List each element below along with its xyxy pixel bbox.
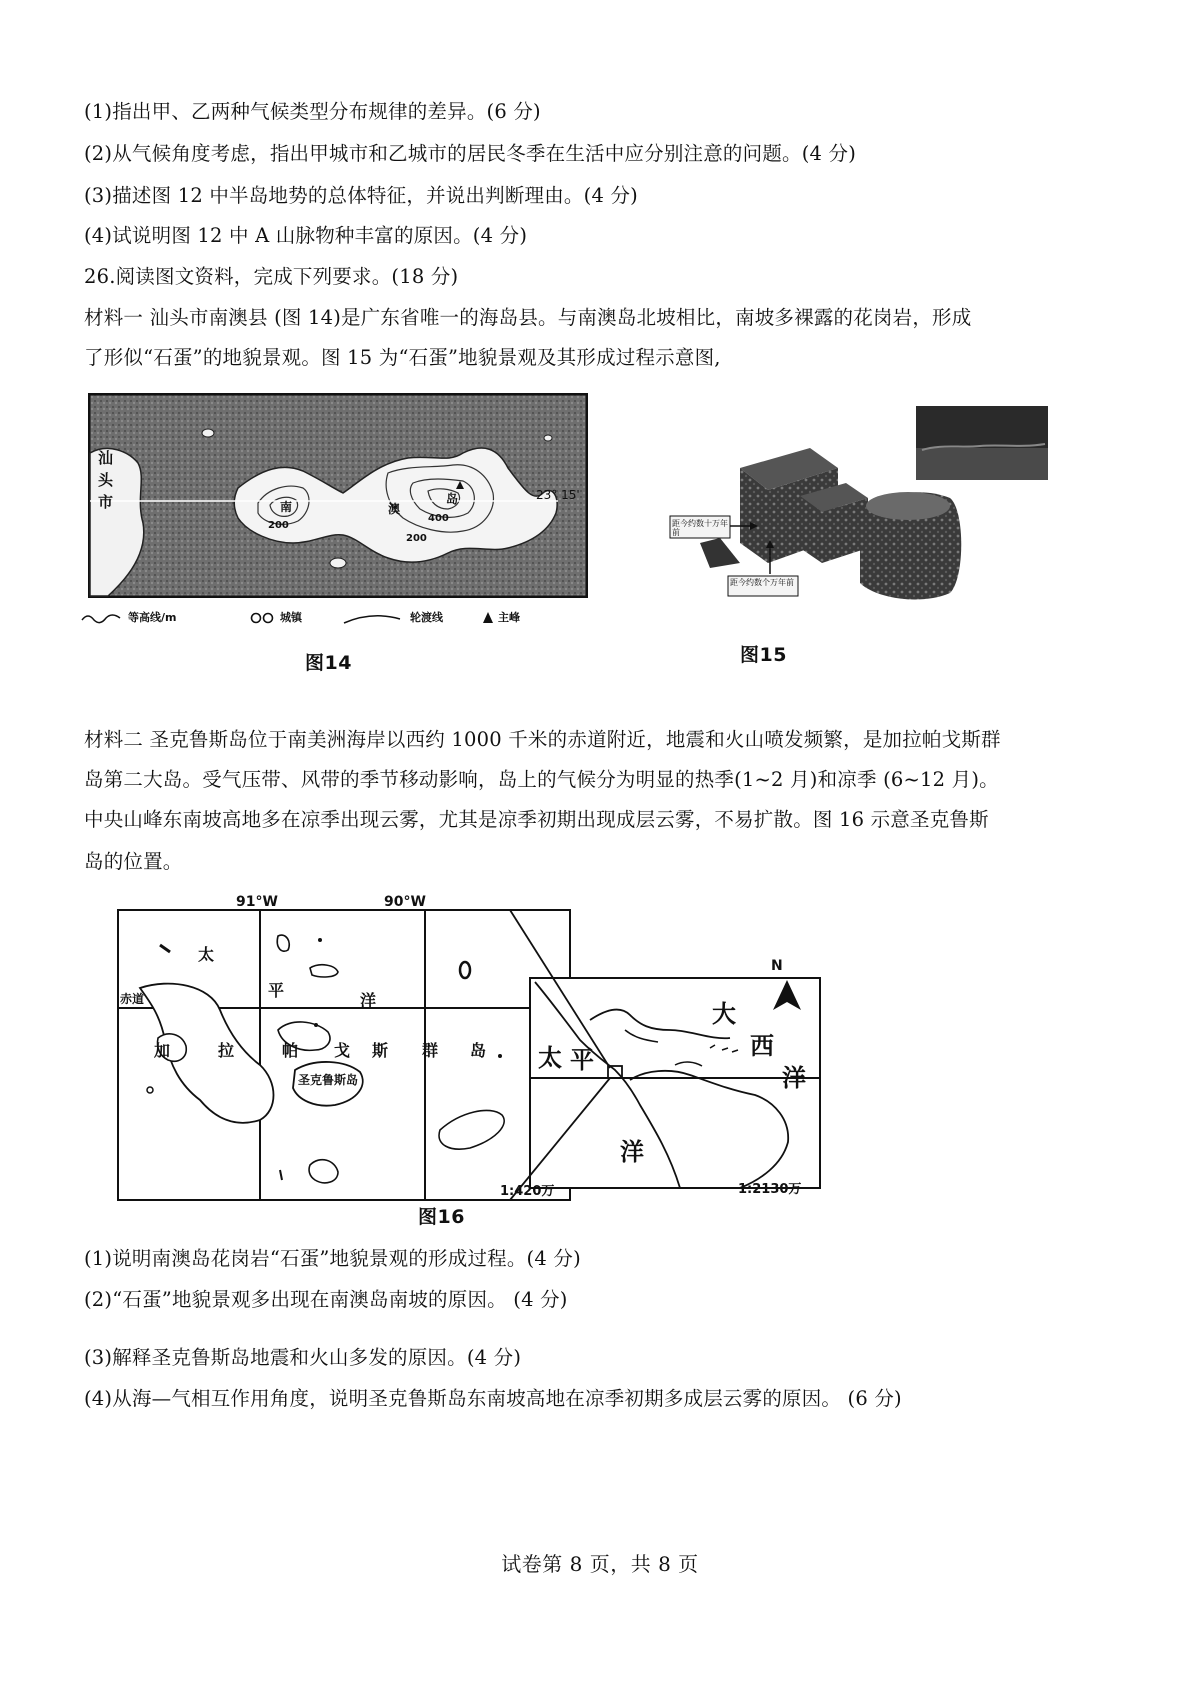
lon-90w-label: 90°W (384, 894, 426, 910)
left-label-jia: 加 (154, 1041, 171, 1060)
material-2-line-2: 岛第二大岛。受气压带、风带的季节移动影响，岛上的气候分为明显的热季(1~2 月)和凉季 (6~12 月)。 (84, 768, 999, 791)
city-label-shan: 汕 (98, 449, 114, 467)
equator-label: 赤道 (120, 992, 145, 1006)
figure-15-diagram (660, 398, 1060, 632)
inset-label-tai: 太 (538, 1044, 562, 1072)
left-label-ge: 戈 (334, 1041, 351, 1060)
question-line-4: (4)试说明图 12 中 A 山脉物种丰富的原因。(4 分) (84, 224, 528, 247)
figure-16-caption: 图16 (418, 1206, 465, 1228)
question-4: (4)从海—气相互作用角度，说明圣克鲁斯岛东南坡高地在凉季初期多成层云雾的原因。 (6 分) (84, 1387, 902, 1410)
left-label-si: 斯 (372, 1041, 389, 1060)
left-label-yang: 洋 (360, 991, 377, 1010)
left-label-pa: 帕 (282, 1041, 299, 1060)
figure-14-caption: 图14 (305, 652, 352, 674)
inset-label-yang-atl: 洋 (782, 1064, 806, 1092)
left-label-dao: 岛 (470, 1041, 487, 1060)
legend-peak-label: 主峰 (498, 611, 520, 624)
contour-label-ao: 澳 (388, 502, 401, 516)
peak-icon (482, 610, 494, 624)
question-1: (1)说明南澳岛花岗岩“石蛋”地貌景观的形成过程。(4 分) (84, 1247, 581, 1270)
contour-label-200b: 200 (406, 533, 427, 544)
material-2-line-3: 中央山峰东南坡高地多在凉季出现云雾，尤其是凉季初期出现成层云雾，不易扩散。图 16 示意圣克鲁斯 (84, 808, 989, 831)
town-icon (250, 611, 276, 625)
question-26-heading: 26.阅读图文资料，完成下列要求。(18 分) (84, 265, 459, 288)
contour-label-south: 南 (280, 500, 293, 514)
figure-15-caption: 图15 (740, 644, 787, 666)
inset-label-xi: 西 (750, 1032, 774, 1060)
material-1-line-1: 材料一 汕头市南澳县 (图 14)是广东省唯一的海岛县。与南澳岛北坡相比，南坡多裸露的花岗岩，形成 (84, 306, 972, 329)
santa-cruz-label: 圣克鲁斯岛 (298, 1073, 359, 1087)
inset-label-da: 大 (712, 1000, 736, 1028)
legend-ferry-label: 轮渡线 (410, 611, 443, 624)
contour-label-400: 400 (428, 513, 449, 524)
question-line-2: (2)从气候角度考虑，指出甲城市和乙城市的居民冬季在生活中应分别注意的问题。(4 分) (84, 142, 857, 165)
right-scale-label: 1:2130万 (738, 1182, 802, 1197)
material-2-line-4: 岛的位置。 (84, 850, 183, 873)
left-label-ping: 平 (268, 981, 285, 1000)
figure-16-map (110, 890, 900, 1224)
north-label: N (771, 958, 783, 974)
fig15-label-bottom: 距今约数个万年前 (730, 578, 794, 587)
left-label-tai: 太 (198, 945, 215, 964)
inset-label-yang-pac: 洋 (620, 1138, 644, 1166)
left-label-qun: 群 (422, 1041, 439, 1060)
lon-91w-label: 91°W (236, 894, 278, 910)
inset-label-ping: 平 (570, 1046, 594, 1074)
question-line-3: (3)描述图 12 中半岛地势的总体特征，并说出判断理由。(4 分) (84, 184, 638, 207)
city-label-shi: 市 (98, 493, 114, 511)
city-label-tou: 头 (98, 471, 114, 489)
material-2-line-1: 材料二 圣克鲁斯岛位于南美洲海岸以西约 1000 千米的赤道附近，地震和火山喷发频繁，是加拉帕戈斯群 (84, 728, 1001, 751)
latitude-label: 23° 15' (536, 488, 580, 502)
contour-label-dao: 岛 (446, 492, 459, 506)
question-2: (2)“石蛋”地貌景观多出现在南澳岛南坡的原因。 (4 分) (84, 1288, 568, 1311)
figure-14-map (88, 393, 588, 602)
legend-town-label: 城镇 (280, 611, 302, 624)
fig15-label-top: 距今约数十万年前 (672, 519, 728, 537)
contour-label-200a: 200 (268, 520, 289, 531)
material-1-line-2: 了形似“石蛋”的地貌景观。图 15 为“石蛋”地貌景观及其形成过程示意图, (84, 346, 721, 369)
legend-contour-label: 等高线/m (128, 611, 177, 624)
page-footer: 试卷第 8 页，共 8 页 (501, 1552, 699, 1576)
figure-14-legend (80, 608, 580, 630)
left-scale-label: 1:420万 (500, 1184, 555, 1199)
question-line-1: (1)指出甲、乙两种气候类型分布规律的差异。(6 分) (84, 100, 541, 123)
question-3: (3)解释圣克鲁斯岛地震和火山多发的原因。(4 分) (84, 1346, 522, 1369)
left-label-la: 拉 (218, 1041, 235, 1060)
